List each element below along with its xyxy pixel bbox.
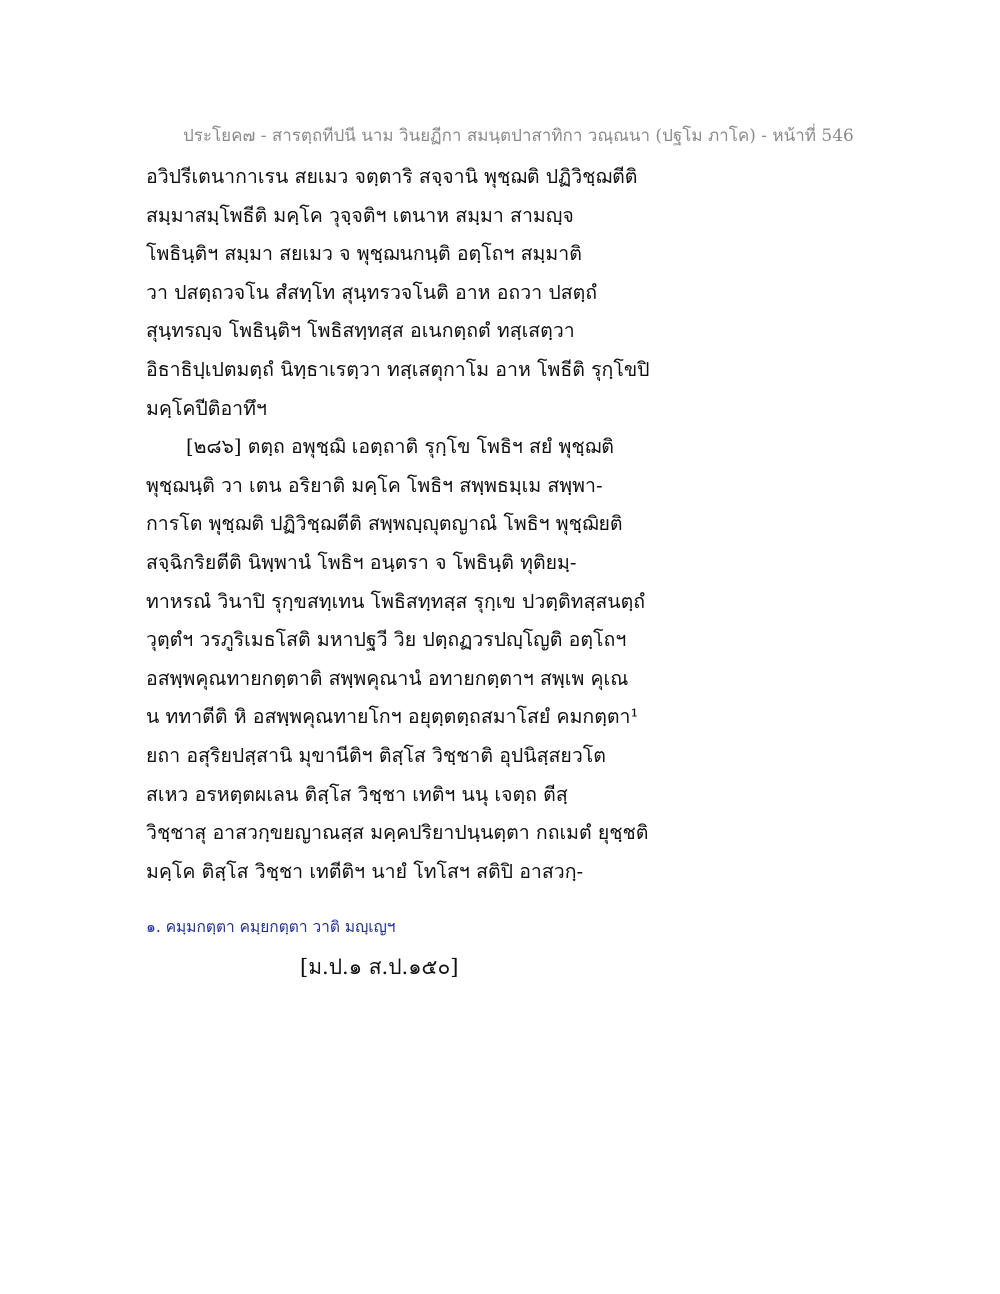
text-line: วา ปสตฺถวจโน สํสทฺโท สุนฺทรวจโนติ อาห อถวา ปสตฺถํ	[146, 280, 598, 304]
text-line: ยถา อสุริยปสฺสานิ มุขานีติฯ ติสฺโส วิชฺชาติ อุปนิสฺสยวโต	[146, 743, 606, 767]
text-line: มคฺโคปีติอาทึฯ	[146, 396, 267, 420]
page-header: ประโยค๗ - สารตฺถทีปนี นาม วินยฏีกา สมนฺตปาสาทิกา วณฺณนา (ปฐโม ภาโค) - หน้าที่ 546	[183, 126, 854, 146]
text-line: การโต พุชฺฌติ ปฏิวิชฺฌตีติ สพฺพญฺญุตญาณํ โพธิฯ พุชฺฌิยติ	[146, 512, 623, 536]
text-line: อิธาธิปฺเปตมตฺถํ นิทฺธาเรตฺวา ทสฺเสตุกาโม อาห โพธีติ รุกฺโขปิ	[146, 357, 650, 381]
text-line: พุชฺฌนฺติ วา เตน อริยาติ มคฺโค โพธิฯ สพฺพธมฺเม สพฺพา-	[146, 473, 603, 497]
text-line: สุนฺทรญฺจ โพธินฺติฯ โพธิสทฺทสฺส อเนกตฺถตํ ทสฺเสตฺวา	[146, 319, 575, 343]
page-reference: [ม.ป.๑ ส.ป.๑๕๐]	[300, 955, 459, 979]
text-line: อสพฺพคุณทายกตฺตาติ สพฺพคุณานํ อทายกตฺตาฯ สพฺเพ คุเณ	[146, 666, 629, 690]
footnote: ๑. คมฺมกตฺตา คมฺยกตฺตา วาติ มญฺเญฯ	[146, 918, 396, 936]
text-line: มคฺโค ติสฺโส วิชฺชา เทตีติฯ นายํ โทโสฯ สติปิ อาสวกฺ-	[146, 859, 584, 883]
text-line: สจฺฉิกริยตีติ นิพฺพานํ โพธิฯ อนฺตรา จ โพธินฺติ ทุติยมฺ-	[146, 550, 577, 574]
text-line: สเหว อรหตฺตผเลน ติสฺโส วิชฺชา เทติฯ นนุ เจตฺถ ตีสฺ	[146, 782, 568, 806]
text-line: โพธินฺติฯ สมฺมา สยเมว จ พุชฺฌนกนฺติ อตฺโถฯ สมฺมาติ	[146, 242, 582, 266]
text-line: น ททาตีติ หิ อสพฺพคุณทายโกฯ อยุตฺตตฺถสมาโสยํ คมกตฺตา¹	[146, 705, 639, 729]
text-line: ทาหรณํ วินาปิ รุกฺขสทฺเทน โพธิสทฺทสฺส รุกฺเข ปวตฺติทสฺสนตฺถํ	[146, 589, 646, 613]
text-line: วิชฺชาสุ อาสวกฺขยญาณสฺส มคฺคปริยาปนฺนตฺตา กถเมตํ ยุชฺชติ	[146, 821, 649, 845]
body-text	[146, 158, 846, 891]
paragraph-start-line: [๒๘๖] ตตฺถ อพุชฺฌิ เอตฺถาติ รุกฺโข โพธิฯ สยํ พุชฺฌติ	[186, 435, 614, 459]
text-line: อวิปรีเตนากาเรน สยเมว จตฺตาริ สจฺจานิ พุชฺฌติ ปฏิวิชฺฌตีติ	[146, 165, 638, 188]
text-line: สมฺมาสมฺโพธีติ มคฺโค วุจฺจติฯ เตนาห สมฺมา สามญฺจ	[146, 203, 574, 227]
text-line: วุตฺตํฯ วรภูริเมธโสติ มหาปฐวี วิย ปตฺถฏวรปญฺโญติ อตฺโถฯ	[146, 628, 627, 652]
